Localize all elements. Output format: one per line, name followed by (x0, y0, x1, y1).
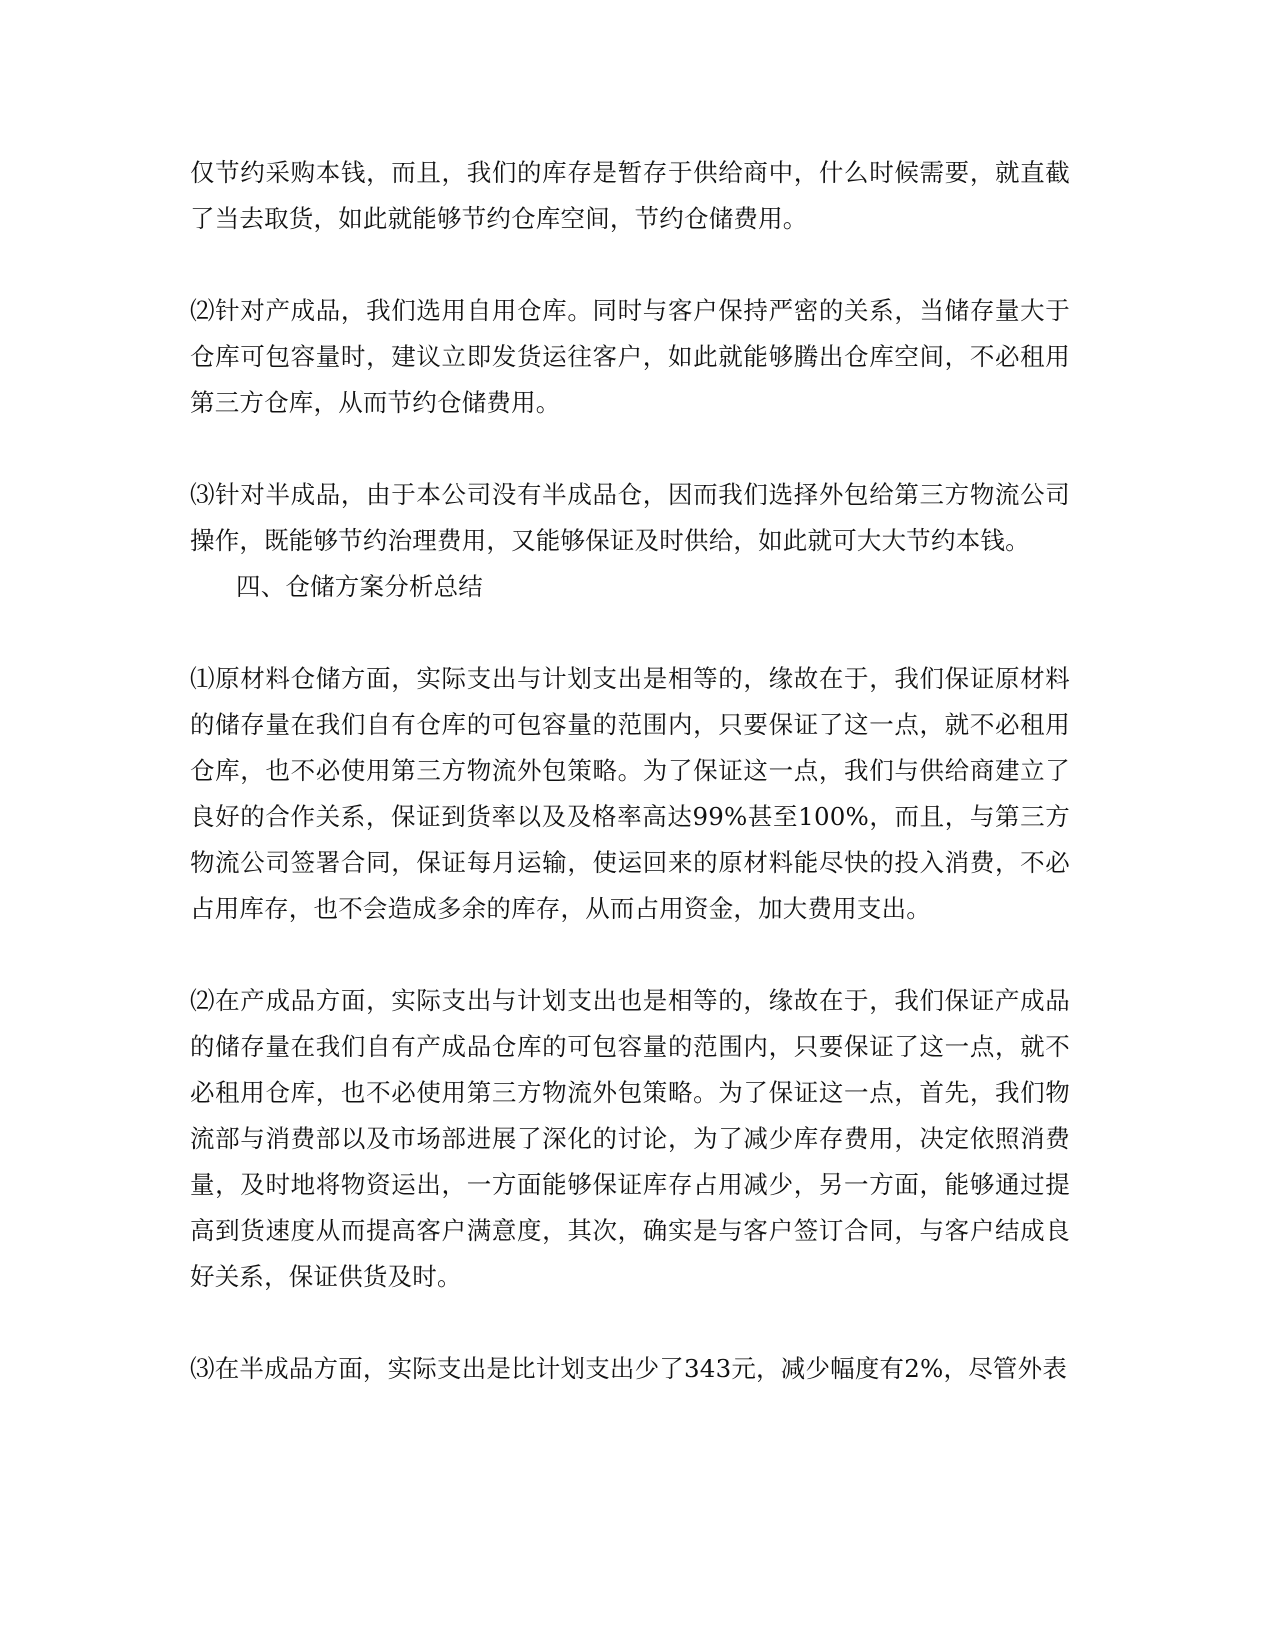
paragraph-semi-finished-storage: ⑶针对半成品，由于本公司没有半成品仓，因而我们选择外包给第三方物流公司操作，既能够节约治理费用，又能够保证及时供给，如此就可大大节约本钱。 (190, 480, 1070, 555)
paragraph-semi-finished-summary: ⑶在半成品方面，实际支出是比计划支出少了343元，减少幅度有2%，尽管外表 (190, 1354, 1068, 1383)
document-body (190, 150, 1070, 1392)
paragraph-gap (190, 426, 1070, 472)
section-heading: 四、仓储方案分析总结 (236, 572, 483, 601)
paragraph-gap (190, 1300, 1070, 1346)
paragraph-finished-goods-storage: ⑵针对产成品，我们选用自用仓库。同时与客户保持严密的关系，当储存量大于仓库可包容量时，建议立即发货运往客户，如此就能够腾出仓库空间，不必租用第三方仓库，从而节约仓储费用。 (190, 296, 1070, 417)
paragraph-raw-material-summary: ⑴原材料仓储方面，实际支出与计划支出是相等的，缘故在于，我们保证原材料的储存量在我们自有仓库的可包容量的范围内，只要保证了这一点，就不必租用仓库，也不必使用第三方物流外包策略。为了保证这一点，我们与供给商建立了良好的合作关系，保证到货率以及及格率高达99%甚至100%，而且，与第三方物流公司签署合同，保证每月运输，使运回来的原材料能尽快的投入消费，不必占用库存，也不会造成多余的库存，从而占用资金，加大费用支出。 (190, 664, 1070, 923)
paragraph-gap (190, 932, 1070, 978)
paragraph-finished-goods-summary: ⑵在产成品方面，实际支出与计划支出也是相等的，缘故在于，我们保证产成品的储存量在我们自有产成品仓库的可包容量的范围内，只要保证了这一点，就不必租用仓库，也不必使用第三方物流外包策略。为了保证这一点，首先，我们物流部与消费部以及市场部进展了深化的讨论，为了减少库存费用，决定依照消费量，及时地将物资运出，一方面能够保证库存占用减少，另一方面，能够通过提高到货速度从而提高客户满意度，其次，确实是与客户签订合同，与客户结成良好关系，保证供货及时。 (190, 986, 1070, 1291)
paragraph-gap (190, 610, 1070, 656)
paragraph-gap (190, 242, 1070, 288)
paragraph-raw-material-cont: 仅节约采购本钱，而且，我们的库存是暂存于供给商中，什么时候需要，就直截了当去取货，如此就能够节约仓库空间，节约仓储费用。 (190, 158, 1070, 233)
